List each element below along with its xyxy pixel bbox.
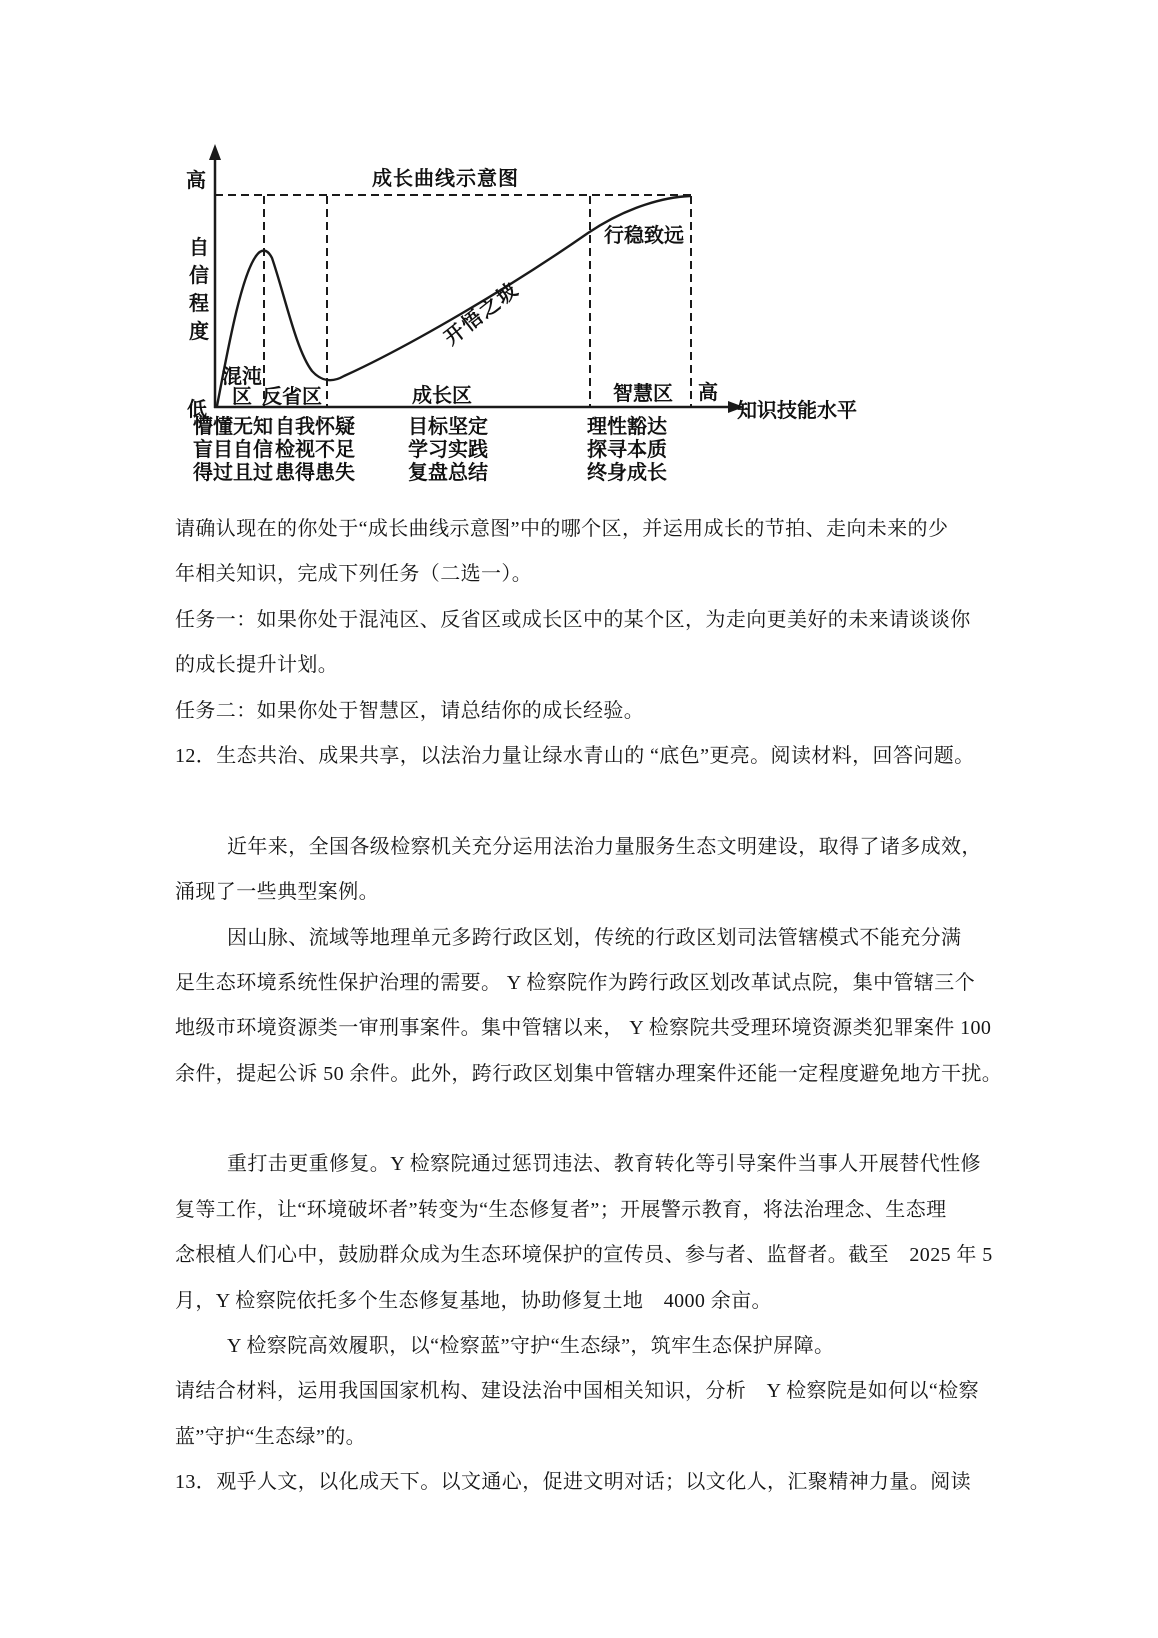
- trait-line: 学习实践: [408, 439, 488, 461]
- curve-slope-label: 开悟之坡: [440, 278, 524, 350]
- curve-top-label: 行稳致远: [604, 225, 684, 247]
- trait-line: 自我怀疑: [275, 416, 355, 438]
- y-axis-label: 自信程度: [189, 237, 209, 343]
- trait-line: 理性豁达: [587, 416, 667, 438]
- body-line: 地级市环境资源类一审刑事案件。集中管辖以来， Y 检察院共受理环境资源类犯罪案件 100: [175, 1017, 992, 1040]
- body-line: 重打击更重修复。Y 检察院通过惩罚违法、教育转化等引导案件当事人开展替代性修: [227, 1153, 981, 1176]
- zone-label-wisdom: 智慧区: [613, 383, 673, 405]
- body-line: 念根植人们心中，鼓励群众成为生态环境保护的宣传员、参与者、监督者。截至 2025 年 5: [175, 1244, 993, 1267]
- blank-line: [175, 1097, 990, 1142]
- body-line: Y 检察院高效履职，以“检察蓝”守护“生态绿”，筑牢生态保护屏障。: [227, 1335, 835, 1358]
- zone-label-growth: 成长区: [412, 385, 472, 407]
- body-line: 请结合材料，运用我国国家机构、建设法治中国相关知识，分析 Y 检察院是如何以“检察: [175, 1380, 979, 1403]
- zone-traits-growth: [408, 416, 488, 485]
- y-axis-high-label: 高: [186, 170, 206, 192]
- trait-line: 终身成长: [587, 462, 667, 484]
- body-line: 蓝”守护“生态绿”的。: [175, 1425, 367, 1448]
- body-line: 余件，提起公诉 50 余件。此外，跨行政区划集中管辖办理案件还能一定程度避免地方干扰。: [175, 1062, 1003, 1085]
- trait-line: 懵懂无知: [193, 416, 273, 438]
- zone-traits-chaos: [193, 416, 273, 485]
- trait-line: 盲目自信: [193, 439, 273, 461]
- body-line: 近年来，全国各级检察机关充分运用法治力量服务生态文明建设，取得了诸多成效，: [227, 835, 982, 858]
- trait-line: 检视不足: [275, 439, 355, 461]
- question-text-block: [175, 507, 1003, 1506]
- body-line: 因山脉、流域等地理单元多跨行政区划，传统的行政区划司法管辖模式不能充分满: [227, 926, 962, 949]
- y-axis-arrow: [209, 144, 221, 160]
- blank-line: [175, 779, 990, 824]
- trait-line: 复盘总结: [408, 462, 488, 484]
- x-axis-high-label: 高: [698, 382, 718, 404]
- body-line: 足生态环境系统性保护治理的需要。 Y 检察院作为跨行政区划改革试点院，集中管辖三个: [175, 971, 976, 994]
- zone-traits-wisdom: [587, 416, 667, 485]
- trait-line: 得过且过: [193, 462, 273, 484]
- zone-label-reflection: 反省区: [262, 386, 322, 408]
- body-line: 复等工作，让“环境破坏者”转变为“生态修复者”；开展警示教育，将法治理念、生态理: [175, 1198, 947, 1221]
- body-line: 月，Y 检察院依托多个生态修复基地，协助修复土地 4000 余亩。: [175, 1289, 772, 1312]
- body-line-question-12: 12．生态共治、成果共享，以法治力量让绿水青山的 “底色”更亮。阅读材料，回答问题。: [175, 744, 975, 767]
- trait-line: 探寻本质: [587, 439, 667, 461]
- trait-line: 目标坚定: [408, 416, 488, 438]
- body-line: 请确认现在的你处于“成长曲线示意图”中的哪个区，并运用成长的节拍、走向未来的少: [175, 518, 949, 540]
- x-axis-label: 知识技能水平: [737, 400, 857, 422]
- zone-label-chaos: 混沌区: [222, 366, 262, 408]
- body-line: 年相关知识，完成下列任务（二选一）。: [175, 563, 533, 586]
- body-line-question-13: 13．观乎人文，以化成天下。以文通心，促进文明对话；以文化人，汇聚精神力量。阅读: [175, 1471, 971, 1494]
- body-line: 任务二：如果你处于智慧区，请总结你的成长经验。: [175, 699, 645, 722]
- body-line: 任务一：如果你处于混沌区、反省区或成长区中的某个区，为走向更美好的未来请谈谈你: [175, 608, 971, 631]
- figure-title: 成长曲线示意图: [372, 168, 519, 190]
- body-line: 的成长提升计划。: [175, 654, 339, 677]
- body-line: 涌现了一些典型案例。: [175, 881, 379, 904]
- y-axis-low-label: 低: [187, 399, 207, 421]
- zone-traits-reflection: [275, 416, 355, 485]
- growth-curve-figure: [160, 140, 940, 500]
- trait-line: 患得患失: [275, 462, 355, 484]
